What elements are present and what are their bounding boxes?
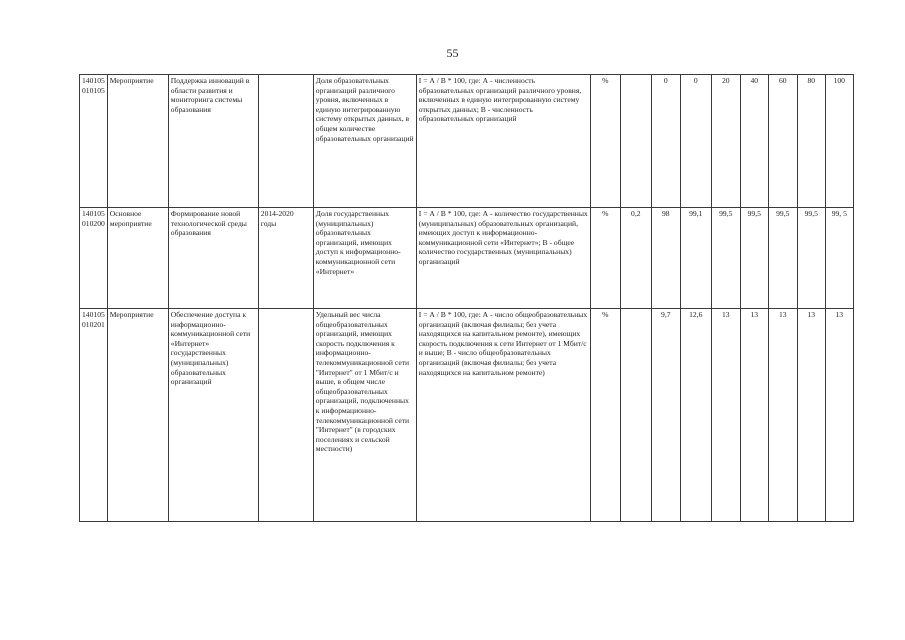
cell-value: 99,5: [768, 208, 797, 309]
cell-type: Основное мероприятие: [107, 208, 168, 309]
program-table: [79, 74, 854, 522]
cell-period: [258, 75, 313, 208]
cell-type: Мероприятие: [107, 309, 168, 522]
cell-value: 99,5: [740, 208, 768, 309]
cell-value: 13: [797, 309, 825, 522]
cell-indicator: Доля государственных (муниципальных) образовательных организаций, имеющих доступ к информационно-коммуникационной сети «Интернет»: [313, 208, 416, 309]
cell-value: 13: [768, 309, 797, 522]
cell-period: [258, 309, 313, 522]
cell-code: 140105 010201: [80, 309, 108, 522]
table-row: [80, 208, 854, 309]
cell-name: Формирование новой технологической среды образования: [168, 208, 258, 309]
cell-value: 60: [768, 75, 797, 208]
cell-type: Мероприятие: [107, 75, 168, 208]
cell-value: 13: [711, 309, 740, 522]
cell-code: 140105 010200: [80, 208, 108, 309]
cell-formula: I = А / В * 100, где: А - численность образовательных организаций различного уровня, включенных в единую интегрированную систему открытых данных; В - численность образовательных организаций: [416, 75, 590, 208]
cell-value: 13: [740, 309, 768, 522]
cell-value: 40: [740, 75, 768, 208]
cell-value: 80: [797, 75, 825, 208]
cell-value: [620, 75, 651, 208]
cell-value: [620, 309, 651, 522]
cell-formula: I = А / В * 100, где: А - количество государственных (муниципальных) образовательных организаций, имеющих доступ к информационно-коммуникационной сети «Интернет»; В - общее количество государственных (муниципальных) организаций: [416, 208, 590, 309]
cell-value: 0,2: [620, 208, 651, 309]
cell-period: 2014-2020 годы: [258, 208, 313, 309]
cell-unit: %: [590, 75, 620, 208]
cell-value: 0: [680, 75, 711, 208]
cell-indicator: Удельный вес числа общеобразовательных организаций, имеющих скорость подключения к информационно-телекоммуникационной сети "Интернет" от 1 Мбит/с и выше, в общем числе общеобразовательных организаций, подключенных к информационно-телекоммуникационной сети "Интернет" (в городских поселениях и сельской местности): [313, 309, 416, 522]
cell-unit: %: [590, 208, 620, 309]
table-row: [80, 309, 854, 522]
cell-value: 9,7: [651, 309, 680, 522]
cell-formula: I = А / В * 100, где: А - число общеобразовательных организаций (включая филиалы; без учета находящихся на капитальном ремонте), имеющих скорость подключения к сети Интернет от 1 Мбит/с и выше; В - число общеобразовательных организаций (включая филиалы; без учета находящихся на капитальном ремонте): [416, 309, 590, 522]
cell-value: 13: [825, 309, 853, 522]
cell-value: 100: [825, 75, 853, 208]
page-number: 55: [446, 46, 459, 60]
cell-value: 12,6: [680, 309, 711, 522]
cell-value: 20: [711, 75, 740, 208]
cell-name: Поддержка инноваций в области развития и мониторинга системы образования: [168, 75, 258, 208]
cell-code: 140105 010105: [80, 75, 108, 208]
cell-value: 0: [651, 75, 680, 208]
table-row: [80, 75, 854, 208]
cell-value: 98: [651, 208, 680, 309]
cell-value: 99,5: [797, 208, 825, 309]
cell-value: 99,1: [680, 208, 711, 309]
cell-name: Обеспечение доступа к информационно-коммуникационной сети «Интернет» государственных (муниципальных) образовательных организаций: [168, 309, 258, 522]
cell-indicator: Доля образовательных организаций различного уровня, включенных в единую интегрированную систему открытых данных, в общем количестве образовательных организаций: [313, 75, 416, 208]
cell-unit: %: [590, 309, 620, 522]
cell-value: 99,5: [711, 208, 740, 309]
cell-value: 99, 5: [825, 208, 853, 309]
